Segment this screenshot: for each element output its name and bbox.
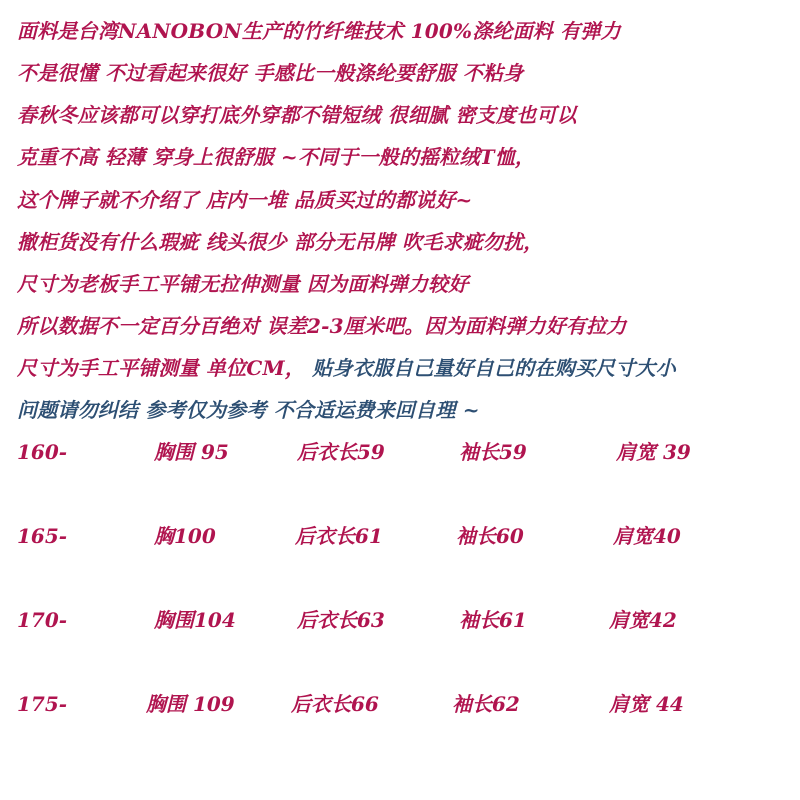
chest-value: 胸围 95 (154, 440, 229, 464)
text-line-9-part2: 贴身衣服自己量好自己的在购买尺寸大小 (305, 356, 676, 380)
chest-value: 胸围104 (154, 608, 236, 632)
sleeve-value: 袖长62 (452, 692, 520, 716)
text-line-9 (17, 355, 676, 381)
text-line-7: 尺寸为老板手工平铺无拉伸测量 因为面料弹力较好 (17, 272, 469, 296)
text-line-2: 不是很懂 不过看起来很好 手感比一般涤纶要舒服 不粘身 (17, 61, 524, 85)
text-line-3: 春秋冬应该都可以穿打底外穿都不错短绒 很细腻 密支度也可以 (17, 103, 577, 127)
size-label: 165- (17, 524, 68, 548)
shoulder-value: 肩宽42 (609, 608, 677, 632)
size-row-165 (0, 521, 800, 551)
shoulder-value: 肩宽 44 (609, 692, 684, 716)
sleeve-value: 袖长60 (456, 524, 524, 548)
text-line-4: 克重不高 轻薄 穿身上很舒服 ~不同于一般的摇粒绒T恤， (17, 145, 536, 169)
shoulder-value: 肩宽 39 (616, 440, 691, 464)
size-row-170 (0, 605, 800, 635)
shoulder-value: 肩宽40 (613, 524, 681, 548)
chest-value: 胸围 109 (146, 692, 235, 716)
length-value: 后衣长63 (297, 608, 385, 632)
text-line-10: 问题请勿纠结 参考仅为参考 不合适运费来回自理 ~ (17, 398, 480, 422)
size-label: 170- (17, 608, 68, 632)
text-line-9-part1: 尺寸为手工平铺测量 单位CM， (17, 356, 306, 380)
length-value: 后衣长61 (295, 524, 383, 548)
sleeve-value: 袖长61 (459, 608, 527, 632)
text-line-1: 面料是台湾NANOBON生产的竹纤维技术 100%涤纶面料 有弹力 (17, 19, 621, 43)
size-row-175 (0, 689, 800, 719)
text-line-5: 这个牌子就不介绍了 店内一堆 品质买过的都说好~ (17, 188, 473, 212)
text-line-8: 所以数据不一定百分百绝对 误差2-3厘米吧。因为面料弹力好有拉力 (17, 314, 627, 338)
size-label: 160- (17, 440, 68, 464)
size-row-160 (0, 437, 800, 467)
text-line-6: 撤柜货没有什么瑕疵 线头很少 部分无吊牌 吹毛求疵勿扰， (17, 230, 544, 254)
sleeve-value: 袖长59 (459, 440, 527, 464)
length-value: 后衣长66 (291, 692, 379, 716)
size-label: 175- (17, 692, 68, 716)
chest-value: 胸100 (154, 524, 216, 548)
length-value: 后衣长59 (297, 440, 385, 464)
